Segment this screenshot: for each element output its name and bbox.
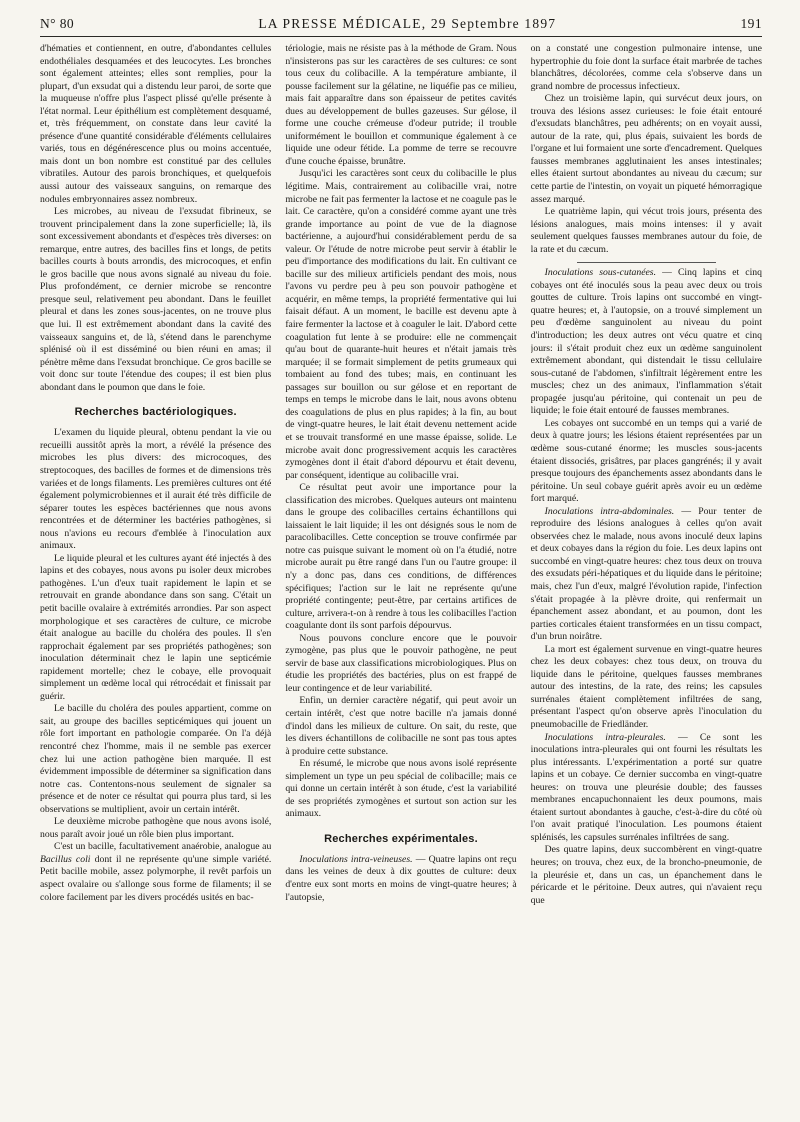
paragraph-text: — Ce sont les inoculations intra-pleurales qui ont fourni les résultats les plus intéressants. L'expérimentation a porté sur quatre lapins et un cobaye. Ce dernier succomba en vingt-quatre heures: on trouva une pleurésie double; des fausses membranes encapuchonnaient les deux poumons, mais étaient surtout abondantes à gauche, c'est-à-dire du côté où l'on avait pratiqué l'inoculation. Les poumons étaient splénisés, les capsules surrénales infiltrées de sang. [530,731,762,843]
paragraph-text: dont il ne représente qu'une simple variété. Petit bacille mobile, assez polymorphe, il revêt parfois un aspect ovalaire ou s'allonge sous forme de filaments; il se colore facilement par les divers procédés usités en bac- [40,853,272,903]
italic-term: Bacillus coli [40,853,91,865]
paragraph-text: C'est un bacille, facultativement anaérobie, analogue au [54,841,272,853]
issue-number: N° 80 [40,16,75,31]
italic-subheading: Inoculations sous-cutanées. [544,267,656,279]
paragraph-text: — Pour tenter de reproduire des lésions analogues à celles qu'on avait observées chez le malade, nous avons inoculé deux lapins et deux cobayes dans la région du foie. Les deux lapins ont succombé en vingt-quatre heures: chez tous deux on trouva des exsudats péri-hépatiques et du liquide dans le péritoine; mais, chez l'un d'eux, malgré l'évolution rapide, l'infection s'était propagée à la plèvre droite, qui renfermait un épanchement assez abondant, et au poumon, dont les parties corticales étaient transformées en un tissu compact, d'un brun noirâtre. [530,505,762,643]
page-number: 191 [740,16,762,31]
paragraph: L'examen du liquide pleural, obtenu pendant la vie ou recueilli aussitôt après la mort, a révélé la présence des microbes les plus divers: des microcoques, des streptocoques, des bacilles de formes et de dimensions très variées et de longs filaments. Les premières cultures ont été également polymicrobiennes et il aurait été très difficile de séparer toutes les espèces bactériennes que nous avons rencontrées et de déterminer les bactéries pathogènes, si nous n'avions eu recours d'emblée à l'inoculation aux animaux. [40,427,272,552]
section-heading-experimental: Recherches expérimentales. [324,832,478,845]
journal-title: LA PRESSE MÉDICALE, 29 Septembre 1897 [258,16,557,31]
italic-subheading: Inoculations intra-abdominales. [544,505,675,517]
paragraph: En résumé, le microbe que nous avons isolé représente simplement un type un peu spécial de colibacille; mais ce qui donne un certain intérêt à son étude, c'est la variabilité de ses propriétés zymogènes et surtout son action sur les animaux. [285,758,517,820]
paragraph: Chez un troisième lapin, qui survécut deux jours, on trouva des lésions assez curieuses: le foie était entouré d'exsudats blanchâtres, peu adhérents; on en voyait aussi, autour de la rate, qui, plus épais, suivaient les bords de l'organe et lui formaient une sorte d'encadrement. Quelques fausses membranes agglutinaient les anses intestinales; elles étaient surtout abondantes au niveau du cæcum; sur cette partie de l'intestin, on voyait un piqueté hémorragique assez marqué. [530,93,762,205]
page-header [40,16,762,37]
section-heading-bacteriological: Recherches bactériologiques. [74,406,237,419]
paragraph [531,732,762,845]
paragraph: La mort est également survenue en vingt-quatre heures chez les deux cobayes: chez tous deux, on trouva du liquide dans le péritoine, quelques fausses membranes autour des intestins, de la rate, des reins; les capsules surrénales étaient complètement infiltrées de sang, présentant l'aspect qu'on observe après l'inoculation du pneumobacille de Friedländer. [530,643,762,730]
paragraph: Jusqu'ici les caractères sont ceux du colibacille le plus légitime. Mais, contrairement au colibacille vrai, notre microbe ne fait pas fermenter la lactose et ne coagule pas le lait. Ce caractère, qu'on a considéré comme ayant une très grande importance au point de vue de la diagnose bactérienne, a aujourd'hui considérablement perdu de sa valeur. Or l'étude de notre microbe peut servir à établir le peu d'importance des modifications du lait. En cultivant ce bacille sur des milieux artificiels pendant des mois, nous l'avons vu perdre peu à peu son pouvoir pathogène et acquérir, en même temps, la propriété fermentative qui lui faisait défaut. A un moment, le bacille est devenu apte à faire fermenter la lactose et à coaguler le lait. D'abord cette coagulation fut lente à se produire: elle ne commençait qu'au bout de quarante-huit heures et n'était jamais très marquée; il se formait simplement de petits grumeaux qui tombaient au fond des tubes; mais, en continuant les passages sur bouillon ou sur gélose et en reportant de temps en temps le microbe dans le lait, nous avons obtenu des coagulations de plus en plus rapides; à la fin, au bout de vingt-quatre heures, le lait était devenu nettement acide et se trouvait transformé en une masse épaisse, solide. Le microbe avait donc progressivement acquis les caractères zymogènes dont il était d'abord dépourvu et était devenu, par conséquent, identique au colibacille vrai. [285,168,517,481]
column-2 [285,43,516,1118]
paragraph: Enfin, un dernier caractère négatif, qui peut avoir un certain intérêt, c'est que notre bacille n'a jamais donné d'indol dans les milieux de culture. On sait, du reste, que les divers échantillons de colibacille ne sont pas tous aptes à produire cette substance. [285,695,517,757]
paragraph: Les microbes, au niveau de l'exsudat fibrineux, se trouvent principalement dans la zone superficielle; là, ils sont excessivement abondants et d'espèces très diverses: on remarque, entre autres, des bacilles fins et longs, de petits bacilles courts à bouts arrondis, des microcoques, et enfin le gros bacille que nous avons signalé au niveau du foie. Plus profondément, ce dernier microbe se rencontre presque seul, relativement peu abondant. Dans le feuillet pleural et dans les zones sous-jacentes, on ne trouve plus que lui. Il est extrêmement abondant dans la cavité des vaisseaux sanguins et, de là, s'étend dans le parenchyme splénisé où il est disséminé ou bien réuni en amas; il pénètre même dans l'exsudat bronchique. Ce gros bacille se voit donc sur toute l'étendue des coupes; il est bien plus abondant dans le poumon que dans le foie. [40,206,272,393]
column-1 [40,43,271,1118]
paragraph: Nous pouvons conclure encore que le pouvoir zymogène, pas plus que le pouvoir pathogène, ne peut servir de base aux classifications microbiologiques. Plus on étudie les propriétés des bactéries, plus on est frappé de leur contingence et de leur variabilité. [285,632,517,694]
paragraph-text: — Quatre lapins ont reçu dans les veines de deux à dix gouttes de culture: deux d'entre eux sont morts en moins de vingt-quatre heures; à l'autopsie, [285,853,517,903]
paragraph: Le quatrième lapin, qui vécut trois jours, présenta des lésions analogues, mais moins intenses: il y avait seulement quelques fausses membranes autour du foie, de la rate et du cæcum. [530,206,762,255]
italic-subheading: Inoculations intra-veineuses. [299,853,413,865]
paragraph [285,854,516,904]
paragraph [40,841,271,904]
paragraph [531,506,762,644]
paragraph: Le bacille du choléra des poules appartient, comme on sait, au groupe des bacilles septicémiques qui jouent un rôle fort important en pathologie comparée. On l'a déjà rencontré chez l'homme, mais il ne semble pas exercer chez lui une action pathogène bien marquée. Il est évidemment impossible de déterminer sa signification dans notre cas. Contentons-nous seulement de signaler sa présence et de noter ce résultat qui pourra plus tard, si les observations se multiplient, avoir un certain intérêt. [40,703,272,815]
paragraph: tériologie, mais ne résiste pas à la méthode de Gram. Nous n'insisterons pas sur les caractères de ses cultures: ce sont tous ceux du colibacille. A la température ambiante, il pousse facilement sur la gélatine, ne liquéfie pas ce milieu, mais fait apparaître dans son épaisseur de petites cavités dues au développement de bulles gazeuses. Sur gélose, il forme une couche crémeuse d'odeur putride; il trouble uniformément le bouillon et communique également à ce liquide une odeur fétide. La pomme de terre se recouvre d'une couche épaisse, brunâtre. [285,43,517,167]
paragraph-text: — Cinq lapins et cinq cobayes ont été inoculés sous la peau avec deux ou trois gouttes de culture. Trois lapins ont succombé en vingt-quatre heures; et, à l'autopsie, on a trouvé simplement un peu d'œdème sanguinolent au niveau du point d'introduction; les deux autres ont vécu quatre et cinq jours: il s'était produit chez eux un œdème sanguinolent extrêmement abondant, qui distendait le tissu cellulaire sous-cutané de l'abdomen, s'infiltrait légèrement entre les muscles; chez un des animaux, l'inflammation s'était propagée jusqu'au péritoine, qui contenait un peu de liquide; le foie était entouré de fausses membranes. [530,267,762,417]
paragraph: Ce résultat peut avoir une importance pour la classification des microbes. Quelques auteurs ont maintenu dans le groupe des colibacilles certains échantillons qui laissaient le lait liquide; il les ont désignés sous le nom de paracolibacilles. Cette conception se trouve confirmée par notre cas puisque suivant le moment où on l'a étudié, notre microbe aurait pu être rangé dans l'un ou l'autre groupe: il n'y a donc pas, dans ces conditions, de différences spécifiques; l'action sur le lait ne représente qu'une propriété contingente; peut-être, par certains artifices de culture, arrivera-t-on à rendre à tous les colibacilles l'action coagulante dont ils sont parfois dépourvus. [285,482,517,632]
paragraph: Les cobayes ont succombé en un temps qui a varié de deux à quatre jours; les lésions étaient représentées par un œdème sous-cutané énorme; les muscles sous-jacents étaient dissociés, grisâtres, par places gangrénés; il y avait presque toujours des épanchements assez abondants dans le péritoine. Un seul cobaye guérit après avoir eu un œdème fort marqué. [530,417,762,505]
paragraph: on a constaté une congestion pulmonaire intense, une hypertrophie du foie dont la surface était marbrée de taches blanchâtres, décolorées, comme cela s'observe dans un grand nombre de processus infectieux. [530,43,762,92]
paragraph [531,267,762,418]
column-3 [531,43,762,1118]
paragraph: Des quatre lapins, deux succombèrent en vingt-quatre heures; on trouva, chez eux, de la broncho-pneumonie, de la pleurésie et, dans un cas, un épanchement dans le péricarde et le péritoine. Deux autres, qui n'avaient reçu que [530,844,762,906]
divider [577,262,716,263]
paragraph: Le liquide pleural et les cultures ayant été injectés à des lapins et des cobayes, nous avons pu isoler deux microbes pathogènes. L'un d'eux tuait rapidement le lapin et se retrouvait en grande abondance dans son sang. C'était un petit bacille ovalaire à extrémités arrondies. Par son aspect morphologique et ses caractères de culture, ce microbe était analogue au bacille du choléra des poules. Il s'en rapprochait également par ses propriétés pathogènes; son inoculation déterminait chez le lapin une septicémie rapidement mortelle; chez le cobaye, elle provoquait simplement un œdème local qui rétrocédait et finissait par guérir. [40,552,272,702]
italic-subheading: Inoculations intra-pleurales. [544,731,666,743]
paragraph: d'hématies et contiennent, en outre, d'abondantes cellules endothéliales desquamées et des leucocytes. Les bronches sont également atteintes; elles sont remplies, pour la plupart, d'un exsudat qui a distendu leur paroi, de sorte que la muqueuse n'offre plus l'aspect plissé qu'elle présente à l'état normal. Leur épithélium est complètement desquamé, et, très fréquemment, on constate dans leur cavité la présence d'une quantité considérable d'éléments cellulaires variés, tous en dégénérescence plus ou moins accentuée, mais dont un bon nombre est constitué par des cellules vibratiles. Autour des parois bronchiques, et quelquefois aussi autour des vaisseaux sanguins, on remarque des nodules embryonnaires assez nombreux. [40,43,272,205]
paragraph: Le deuxième microbe pathogène que nous avons isolé, nous paraît avoir joué un rôle bien plus important. [40,816,272,840]
text-columns [40,43,762,1118]
